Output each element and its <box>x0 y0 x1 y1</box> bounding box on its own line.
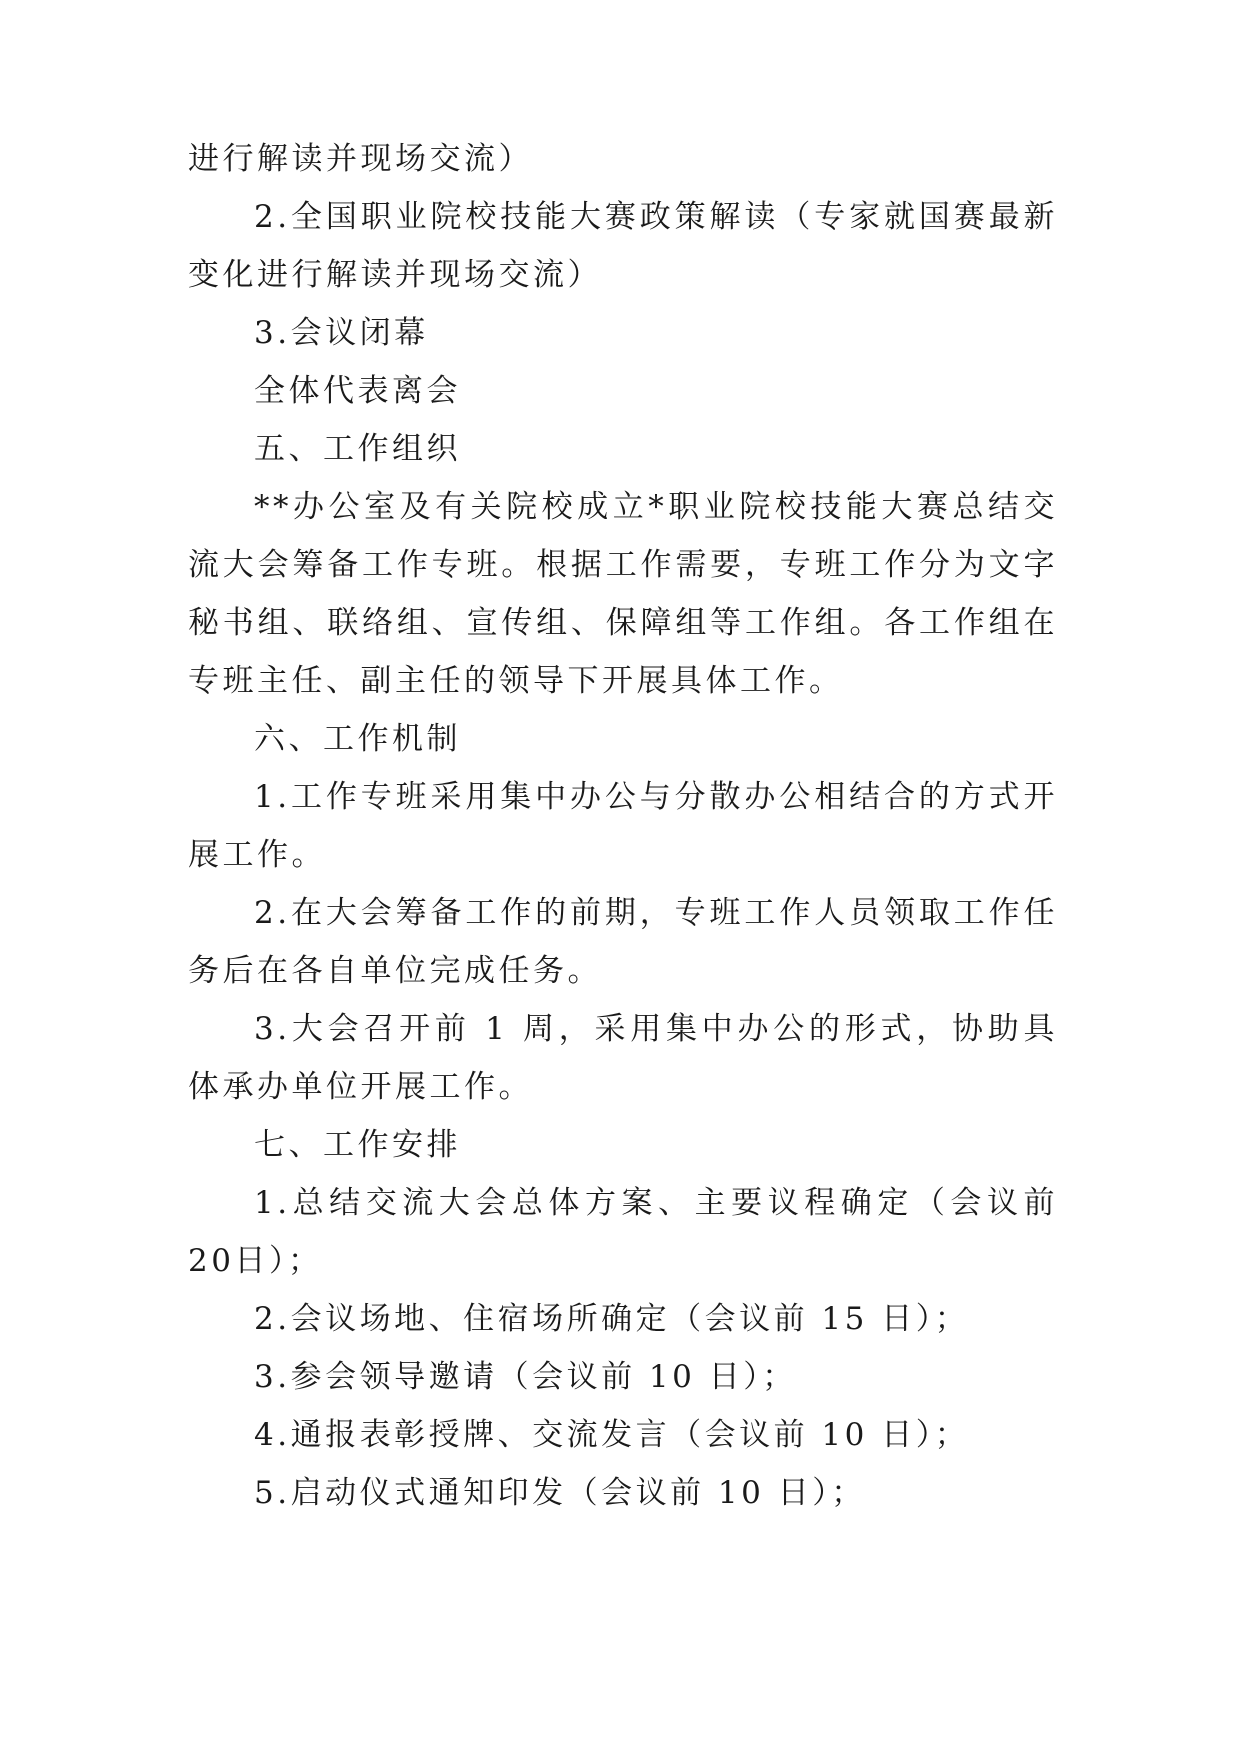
paragraph-3: 3.会议闭幕 <box>254 315 429 351</box>
paragraph-15: 4.通报表彰授牌、交流发言（会议前 10 日）； <box>254 1417 970 1453</box>
paragraph-2: 2.全国职业院校技能大赛政策解读（专家就国赛最新变化进行解读并现场交流） <box>188 199 1058 293</box>
paragraph-9: 2.在大会筹备工作的前期，专班工作人员领取工作任务后在各自单位完成任务。 <box>188 895 1058 989</box>
paragraph-16: 5.启动仪式通知印发（会议前 10 日）； <box>254 1475 866 1511</box>
paragraph-13: 2.会议场地、住宿场所确定（会议前 15 日）； <box>254 1301 970 1337</box>
paragraph-4: 全体代表离会 <box>254 373 461 409</box>
paragraph-6: **办公室及有关院校成立*职业院校技能大赛总结交流大会筹备工作专班。根据工作需要，专班工作分为文字秘书组、联络组、宣传组、保障组等工作组。各工作组在专班主任、副主任的领导下开展具体工作。 <box>188 489 1058 699</box>
section-heading-5: 五、工作组织 <box>254 431 461 467</box>
paragraph-8: 1.工作专班采用集中办公与分散办公相结合的方式开展工作。 <box>188 779 1058 873</box>
section-heading-7: 七、工作安排 <box>254 1127 461 1163</box>
paragraph-1: 进行解读并现场交流） <box>188 141 533 177</box>
document-page <box>188 130 1058 1522</box>
paragraph-10: 3.大会召开前 1 周，采用集中办公的形式，协助具体承办单位开展工作。 <box>188 1011 1058 1105</box>
paragraph-12: 1.总结交流大会总体方案、主要议程确定（会议前 20日）； <box>188 1185 1058 1279</box>
paragraph-14: 3.参会领导邀请（会议前 10 日）； <box>254 1359 797 1395</box>
section-heading-6: 六、工作机制 <box>254 721 461 757</box>
